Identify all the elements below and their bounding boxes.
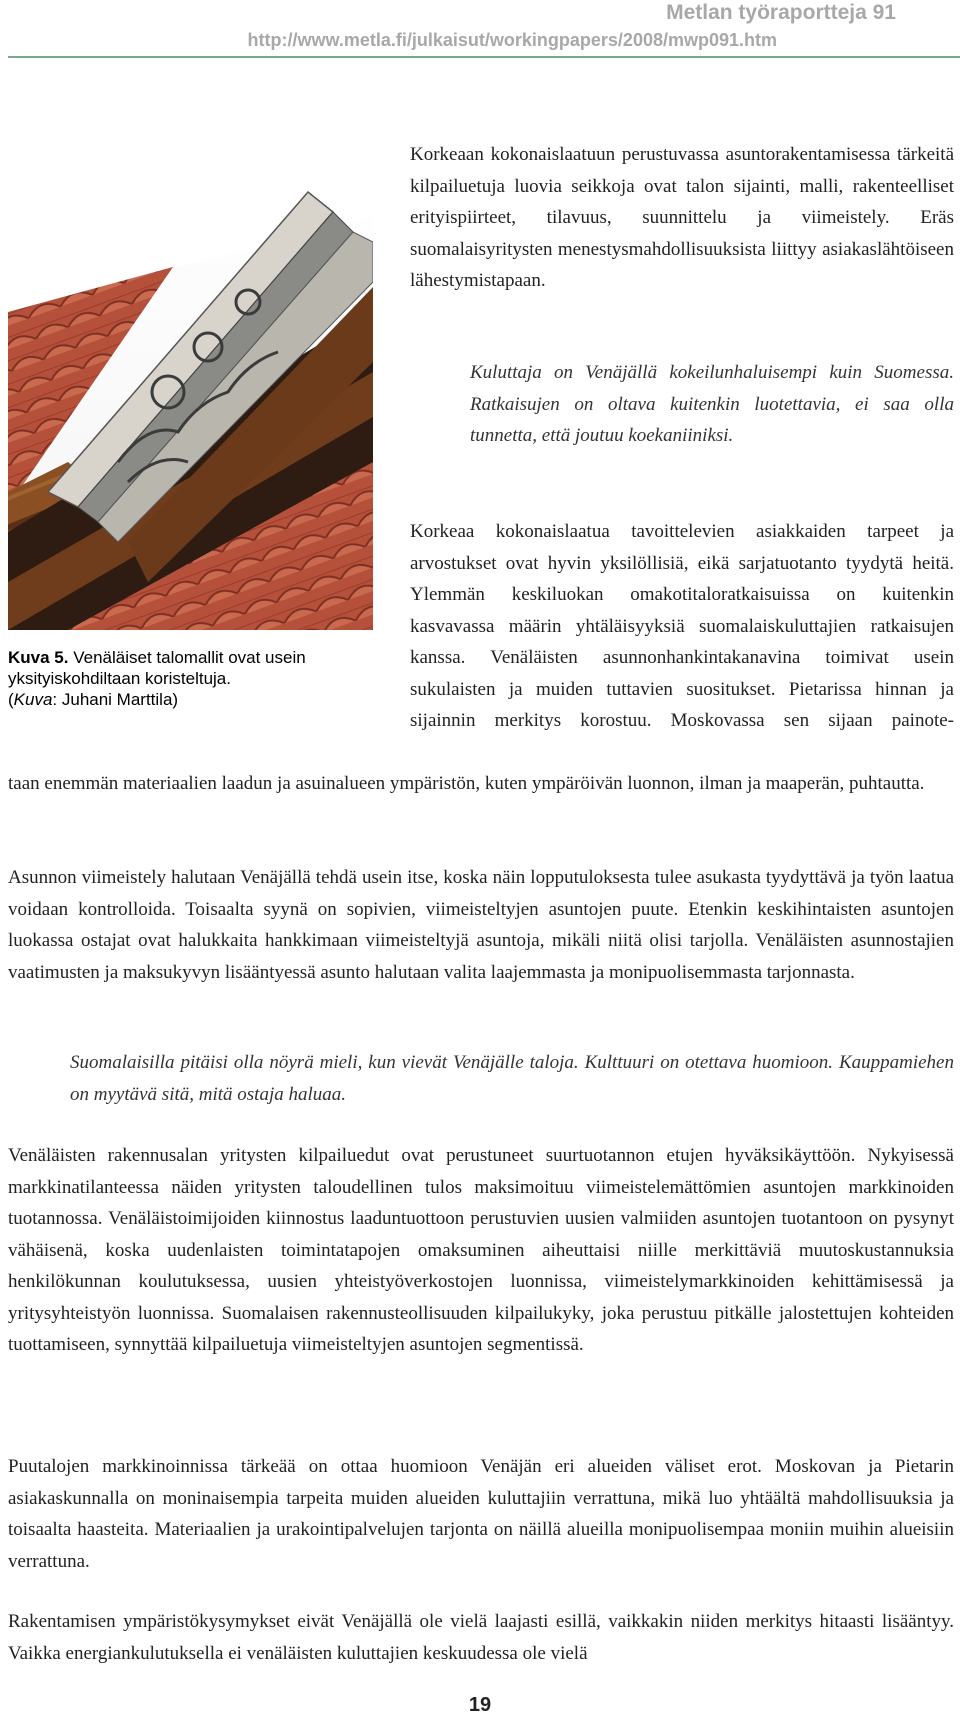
paragraph-2b: taan enemmän materiaalien laadun ja asuinalueen ympäristön, kuten ympäröivän luonnon, ilman ja maaperän, puhtautta.	[8, 773, 925, 794]
paragraph-2a: Korkeaa kokonaislaatua tavoittelevien asiakkaiden tarpeet ja arvostukset ovat hyvin yksilöllisiä, eikä sarjatuotanto tyydytä heitä. Ylemmän keskiluokan omakotitaloratkaisuissa on kuitenkin kasvavassa määrin yhtäläisyyksiä suomalaiskuluttajien ratkaisujen kanssa. Venäläisten asunnonhankintakanavina toimivat usein sukulaisten ja muiden tuttavien suositukset. Pietarissa hinnan ja sijainnin merkitys korostuu. Moskovassa sen sijaan painote-	[410, 521, 954, 731]
figure-label: Kuva 5.	[8, 648, 69, 667]
paragraph-3: Asunnon viimeistely halutaan Venäjällä tehdä usein itse, koska näin lopputuloksesta tulee asukasta tyydyttävä ja työn laatua voidaan kontrolloida. Toisaalta syynä on sopivien, viimeisteltyjen asuntojen puute. Etenkin keskihintaisten asuntojen luokassa ostajat ovat halukkaita hankkimaan viimeisteltyjä asuntoja, mikäli niitä olisi tarjolla. Venäläisten asunnostajien vaatimusten ja maksukyvyn lisääntyessä asunto halutaan valita laajemmasta ja monipuolisemmasta tarjonnasta.	[8, 867, 954, 983]
header-divider	[8, 56, 960, 58]
figure-credit-text: : Juhani Marttila)	[52, 690, 179, 709]
figure-credit-label: Kuva	[13, 690, 53, 709]
figure-caption	[8, 647, 378, 710]
gable-illustration	[8, 162, 373, 630]
figure-credit-open: (	[8, 690, 14, 709]
figure-photo-carved-gable	[8, 162, 373, 630]
running-header-title: Metlan työraportteja 91	[666, 1, 896, 24]
quote-2: Suomalaisilla pitäisi olla nöyrä mieli, kun vievät Venäjälle taloja. Kulttuuri on otettava huomioon. Kauppamiehen on myytävä sitä, mitä ostaja haluaa.	[70, 1052, 954, 1105]
figure-caption-text: Venäläiset talomallit ovat usein yksityiskohdiltaan koristeltuja.	[8, 648, 306, 688]
paragraph-5: Puutalojen markkinoinnissa tärkeää on ottaa huomioon Venäjän eri alueiden väliset erot. Moskovan ja Pietarin asiakaskunnalla on moninaisempia tarpeita muiden alueiden kuluttajiin verrattuna, mikä luo yhtäältä mahdollisuuksia ja toisaalta haasteita. Materiaalien ja urakointipalvelujen tarjonta on näillä alueilla monipuolisempaa moniin muihin alueisiin verrattuna.	[8, 1456, 954, 1572]
paragraph-1: Korkeaan kokonaislaatuun perustuvassa asuntorakentamisessa tärkeitä kilpailuetuja luovia seikkoja ovat talon sijainti, malli, rakenteelliset erityispiirteet, tilavuus, suunnittelu ja viimeistely. Eräs suomalaisyritysten menestysmahdollisuuksista liittyy asiakaslähtöiseen lähestymistapaan.	[410, 144, 954, 291]
running-header-url[interactable]: http://www.metla.fi/julkaisut/workingpapers/2008/mwp091.htm	[247, 30, 777, 50]
paragraph-6: Rakentamisen ympäristökysymykset eivät Venäjällä ole vielä laajasti esillä, vaikkakin niiden merkitys hitaasti lisääntyy. Vaikka energiankulutuksella ei venäläisten kuluttajien keskuudessa ole vielä	[8, 1611, 954, 1664]
paragraph-4: Venäläisten rakennusalan yritysten kilpailuedut ovat perustuneet suurtuotannon etujen hyväksikäyttöön. Nykyisessä markkinatilanteessa näiden yritysten taloudellinen tulos maksimoituu viimeistelemättömien asuntojen markkinoiden tuotannossa. Venäläistoimijoiden kiinnostus laaduntuottoon perustuvien uusien valmiiden asuntojen tuotantoon on pysynyt vähäisenä, koska uudenlaisten toimintatapojen omaksuminen aiheuttaisi niille merkittäviä muutoskustannuksia henkilökunnan koulutuksessa, uusien yhteistyöverkostojen luonnissa, viimeistelymarkkinoiden kehittämisessä ja yritysyhteistyön luonnissa. Suomalaisen rakennusteollisuuden kilpailukyky, joka perustuu pitkälle jalostettujen kohteiden tuottamiseen, synnyttää kilpailuetuja viimeisteltyjen asuntojen segmentissä.	[8, 1145, 954, 1355]
quote-1: Kuluttaja on Venäjällä kokeilunhaluisempi kuin Suomessa. Ratkaisujen on oltava kuitenkin luotettavia, ei saa olla tunnetta, että joutuu koekaniiniksi.	[470, 362, 954, 446]
page-number: 19	[468, 1694, 492, 1716]
